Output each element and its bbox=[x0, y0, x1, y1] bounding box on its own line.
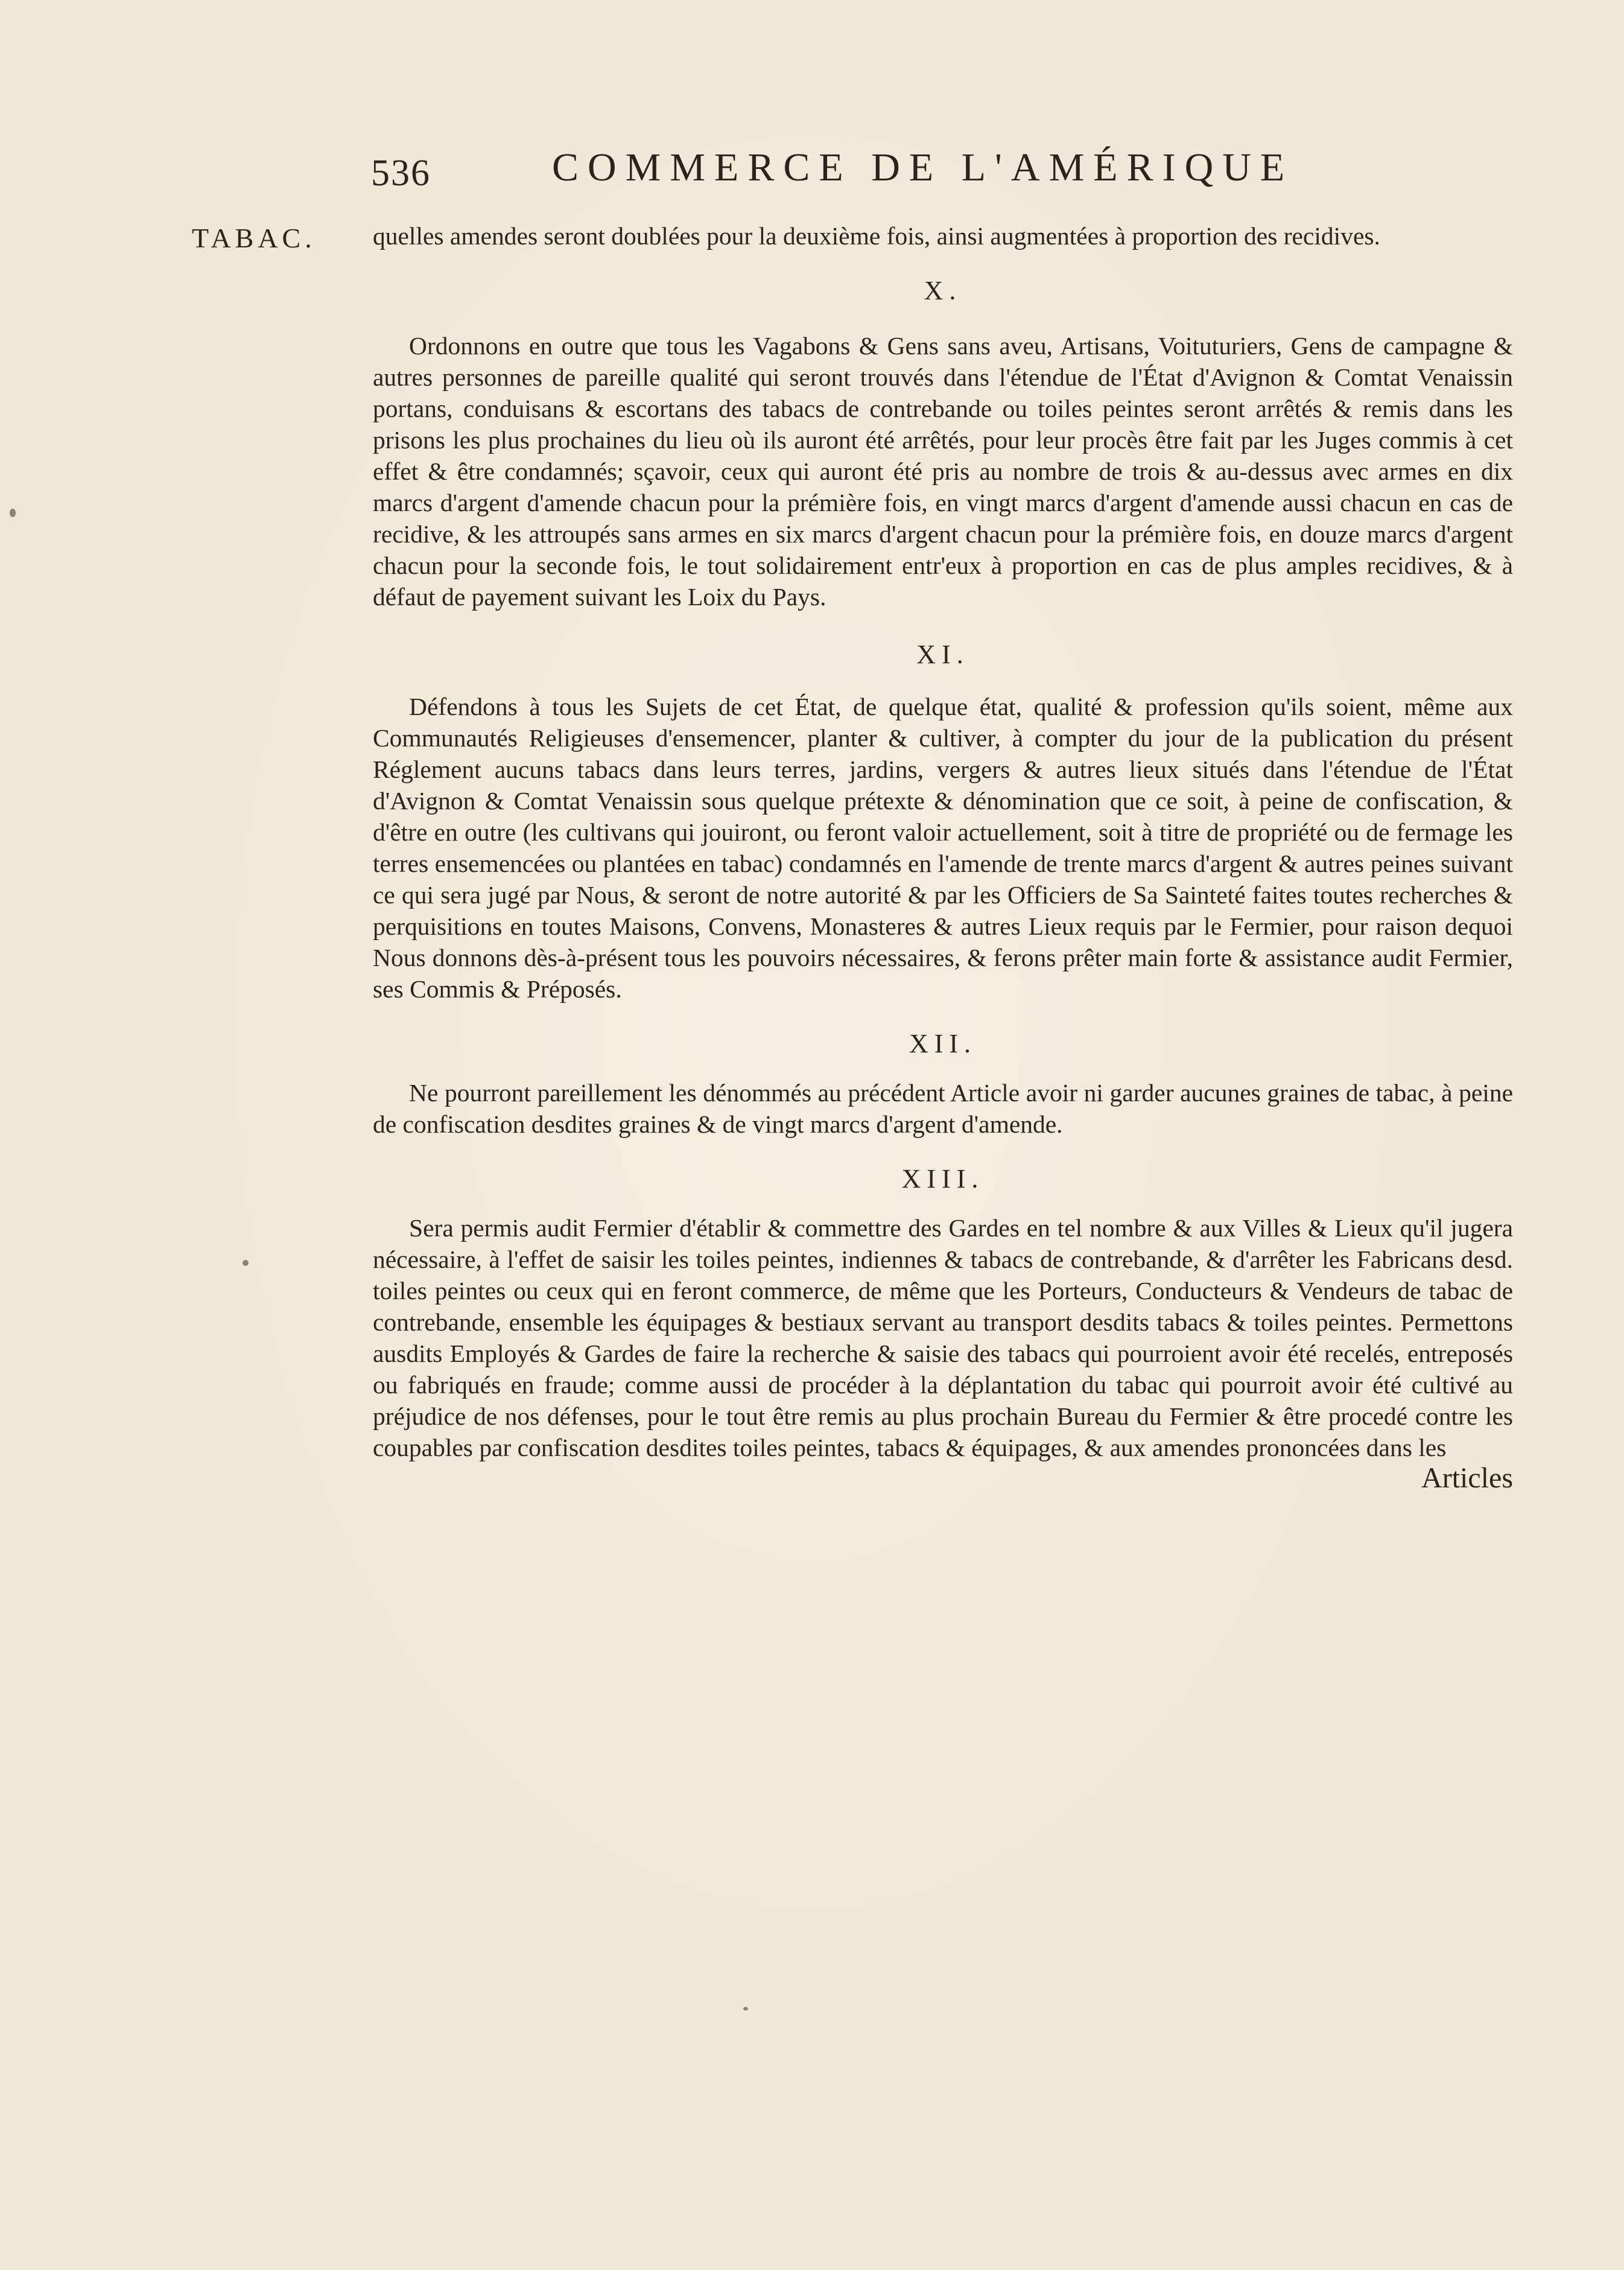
article-heading-xiii: XIII. bbox=[901, 1164, 985, 1194]
article-heading-xi: XI. bbox=[916, 640, 969, 669]
paragraph-continuation: quelles amendes seront doublées pour la deuxième fois, ainsi augmentées à proportion des recidives. bbox=[373, 222, 1380, 250]
paragraph-article-xiii: Sera permis audit Fermier d'établir & commettre des Gardes en tel nombre & aux Villes & Lieux qu'il jugera nécessaire, à l'effet de saisir les toiles peintes, indiennes & tabacs de contrebande, & d'arrêter les Fabricans desd. toiles peintes ou ceux qui en feront commerce, de même que les Porteurs, Conducteurs & Vendeurs de tabac de contrebande, ensemble les équipages & bestiaux servant au transport desdits tabacs & toiles peintes. Permettons ausdits Employés & Gardes de faire la recherche & saisie des tabacs qui pourroient avoir été recelés, entreposés ou fabriqués en fraude; comme aussi de procéder à la déplantation du tabac qui pourroit avoir été cultivé au préjudice de nos défenses, pour le tout être remis au plus prochain Bureau du Fermier & être procedé contre les coupables par confiscation desdites toiles peintes, tabacs & équipages, & aux amendes prononcées dans les bbox=[373, 1214, 1513, 1461]
paragraph-article-xi: Défendons à tous les Sujets de cet État, de quelque état, qualité & profession qu'ils soient, même aux Communautés Religieuses d'ensemencer, planter & cultiver, à compter du jour de la publication du présent Réglement aucuns tabacs dans leurs terres, jardins, vergers & autres lieux situés dans l'étendue de l'État d'Avignon & Comtat Venaissin sous quelque prétexte & dénomination que ce soit, à peine de confiscation, & d'être en outre (les cultivans qui jouiront, ou feront valoir actuellement, soit à titre de propriété ou de fermage les terres ensemencées ou plantées en tabac) condamnés en l'amende de trente marcs d'argent & autres peines suivant ce qui sera jugé par Nous, & seront de notre autorité & par les Officiers de Sa Sainteté faites toutes recherches & perquisitions en toutes Maisons, Convens, Monasteres & autres Lieux requis par le Fermier, pour raison dequoi Nous donnons dès-à-présent tous les pouvoirs nécessaires, & ferons prêter main forte & assistance audit Fermier, ses Commis & Préposés. bbox=[373, 693, 1513, 1003]
article-heading-xii: XII. bbox=[909, 1029, 977, 1058]
page-number: 536 bbox=[371, 153, 431, 194]
paragraph-article-x: Ordonnons en outre que tous les Vagabons & Gens sans aveu, Artisans, Voituturiers, Gens de campagne & autres personnes de pareille qualité qui seront trouvés dans l'étendue de l'État d'Avignon & Comtat Venaissin portans, conduisans & escortans des tabacs de contrebande ou toiles peintes seront arrêtés & remis dans les prisons les plus prochaines du lieu où ils auront été arrêtés, pour leur procès être fait par les Juges commis à cet effet & être condamnés; sçavoir, ceux qui auront été pris au nombre de trois & au-dessus avec armes en dix marcs d'argent d'amende chacun pour la prémière fois, en vingt marcs d'argent d'amende aussi chacun en cas de recidive, & les attroupés sans armes en six marcs d'argent chacun pour la prémière fois, en douze marcs d'argent chacun pour la seconde fois, le tout solidairement entr'eux à proportion en cas de plus amples recidives, & à défaut de payement suivant les Loix du Pays. bbox=[373, 332, 1513, 611]
running-title: COMMERCE DE L'AMÉRIQUE bbox=[552, 145, 1294, 189]
page-header bbox=[371, 145, 1366, 205]
article-heading-x: X. bbox=[924, 276, 962, 305]
ink-speck bbox=[743, 2007, 748, 2011]
margin-note: TABAC. bbox=[192, 223, 316, 253]
text-column bbox=[373, 220, 1513, 1493]
ink-speck bbox=[243, 1260, 249, 1266]
ink-speck bbox=[10, 509, 16, 517]
paragraph-article-xii: Ne pourront pareillement les dénommés au précédent Article avoir ni garder aucunes graines de tabac, à peine de confiscation desdites graines & de vingt marcs d'argent d'amende. bbox=[373, 1079, 1513, 1138]
catchword: Articles bbox=[1421, 1462, 1513, 1494]
